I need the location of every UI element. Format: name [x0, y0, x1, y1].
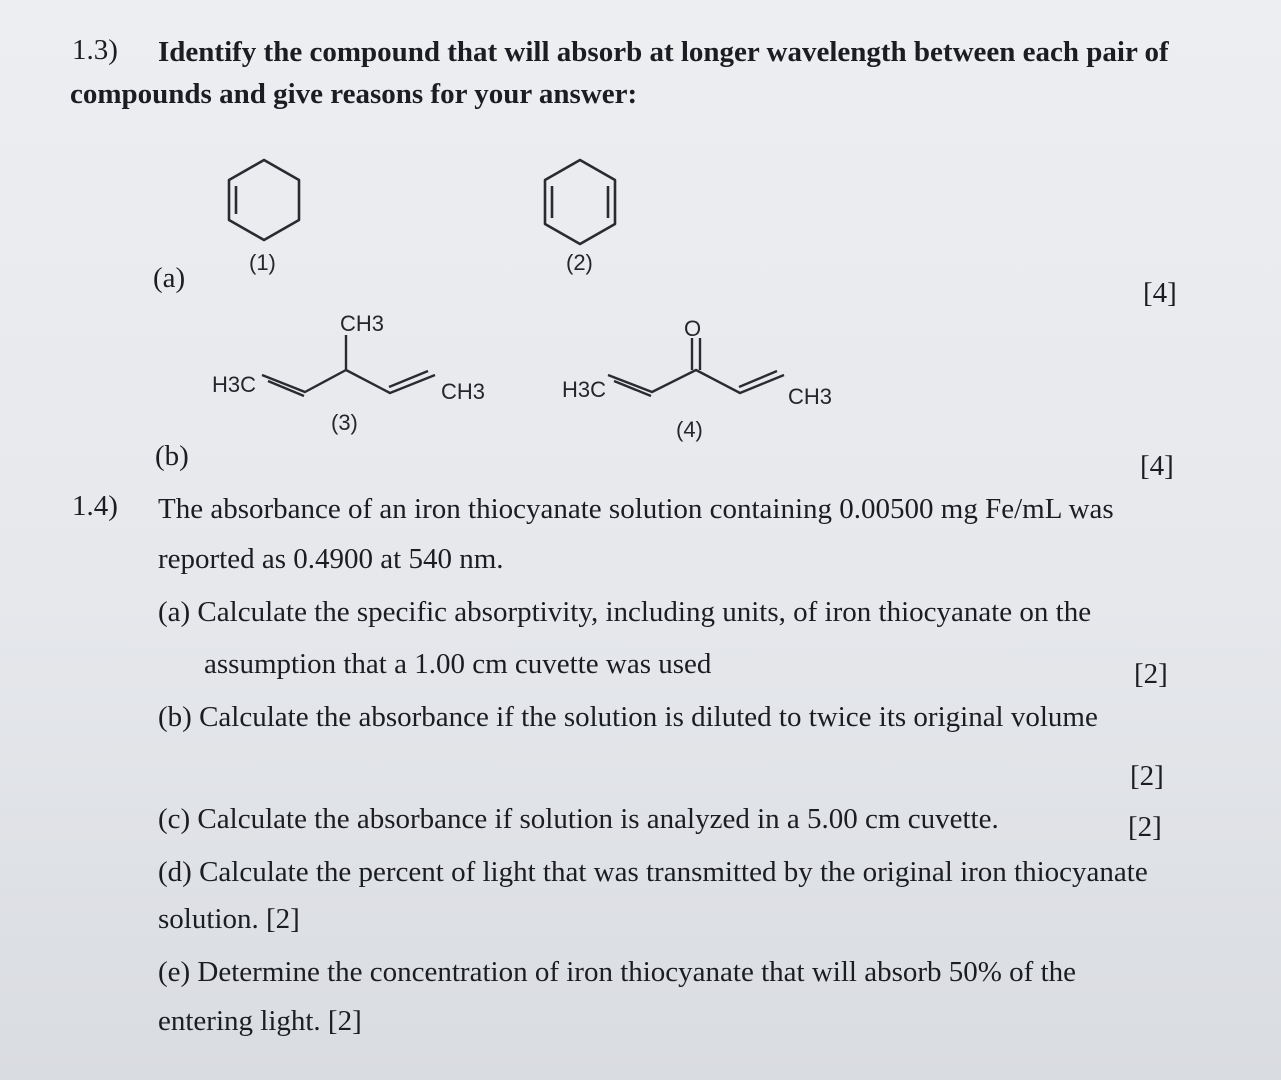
part-a-label: (a): [153, 262, 186, 294]
part-a-marks-1-4: [2]: [1134, 658, 1168, 690]
ch3-group-right-3: CH3: [441, 379, 486, 404]
part-e-question-line1: (e) Determine the concentration of iron thiocyanate that will absorb 50% of the: [158, 956, 1077, 988]
question-1-4-intro-line1: The absorbance of an iron thiocyanate solution containing 0.00500 mg Fe/mL was: [158, 493, 1114, 525]
compound-1-label: (1): [249, 250, 276, 275]
carbonyl-oxygen: O: [684, 316, 702, 341]
diene-structure-3: [262, 335, 435, 396]
part-d-question-line2: solution. [2]: [158, 903, 300, 935]
compound-2-label: (2): [566, 250, 593, 275]
dienone-structure-4: [608, 338, 784, 396]
question-1-3-prompt-line2: compounds and give reasons for your answer:: [70, 78, 638, 110]
part-d-question-line1: (d) Calculate the percent of light that was transmitted by the original iron thiocyanate: [158, 856, 1148, 888]
part-c-question-line: (c) Calculate the absorbance if solution is analyzed in a 5.00 cm cuvette.: [158, 803, 999, 835]
methyl-group-top: CH3: [340, 311, 385, 336]
part-b-question-line: (b) Calculate the absorbance if the solution is diluted to twice its original volume: [158, 701, 1098, 733]
question-1-3-prompt-line1: Identify the compound that will absorb at longer wavelength between each pair of: [158, 36, 1169, 68]
part-a-marks: [4]: [1143, 277, 1177, 309]
part-c-marks-1-4: [2]: [1128, 811, 1162, 843]
ch3-group-right-4: CH3: [788, 384, 833, 409]
cyclohexadiene-structure: [545, 160, 615, 244]
part-a-question-line1: (a) Calculate the specific absorptivity, including units, of iron thiocyanate on the: [158, 596, 1092, 628]
question-number-1-4: 1.4): [72, 490, 118, 522]
question-number-1-3: 1.3): [72, 34, 118, 66]
part-b-label: (b): [155, 440, 189, 472]
h3c-group-left-4: H3C: [562, 377, 607, 402]
chemical-structures: [0, 0, 1281, 460]
part-a-question-line2: assumption that a 1.00 cm cuvette was used: [204, 648, 712, 680]
part-e-question-line2: entering light. [2]: [158, 1005, 362, 1037]
cyclohexene-structure: [229, 160, 299, 240]
part-b-marks: [4]: [1140, 450, 1174, 482]
h3c-group-left-3: H3C: [212, 372, 257, 397]
question-1-4-intro-line2: reported as 0.4900 at 540 nm.: [158, 543, 504, 575]
compound-4-label: (4): [676, 417, 703, 442]
part-b-marks-1-4: [2]: [1130, 760, 1164, 792]
compound-3-label: (3): [331, 410, 358, 435]
